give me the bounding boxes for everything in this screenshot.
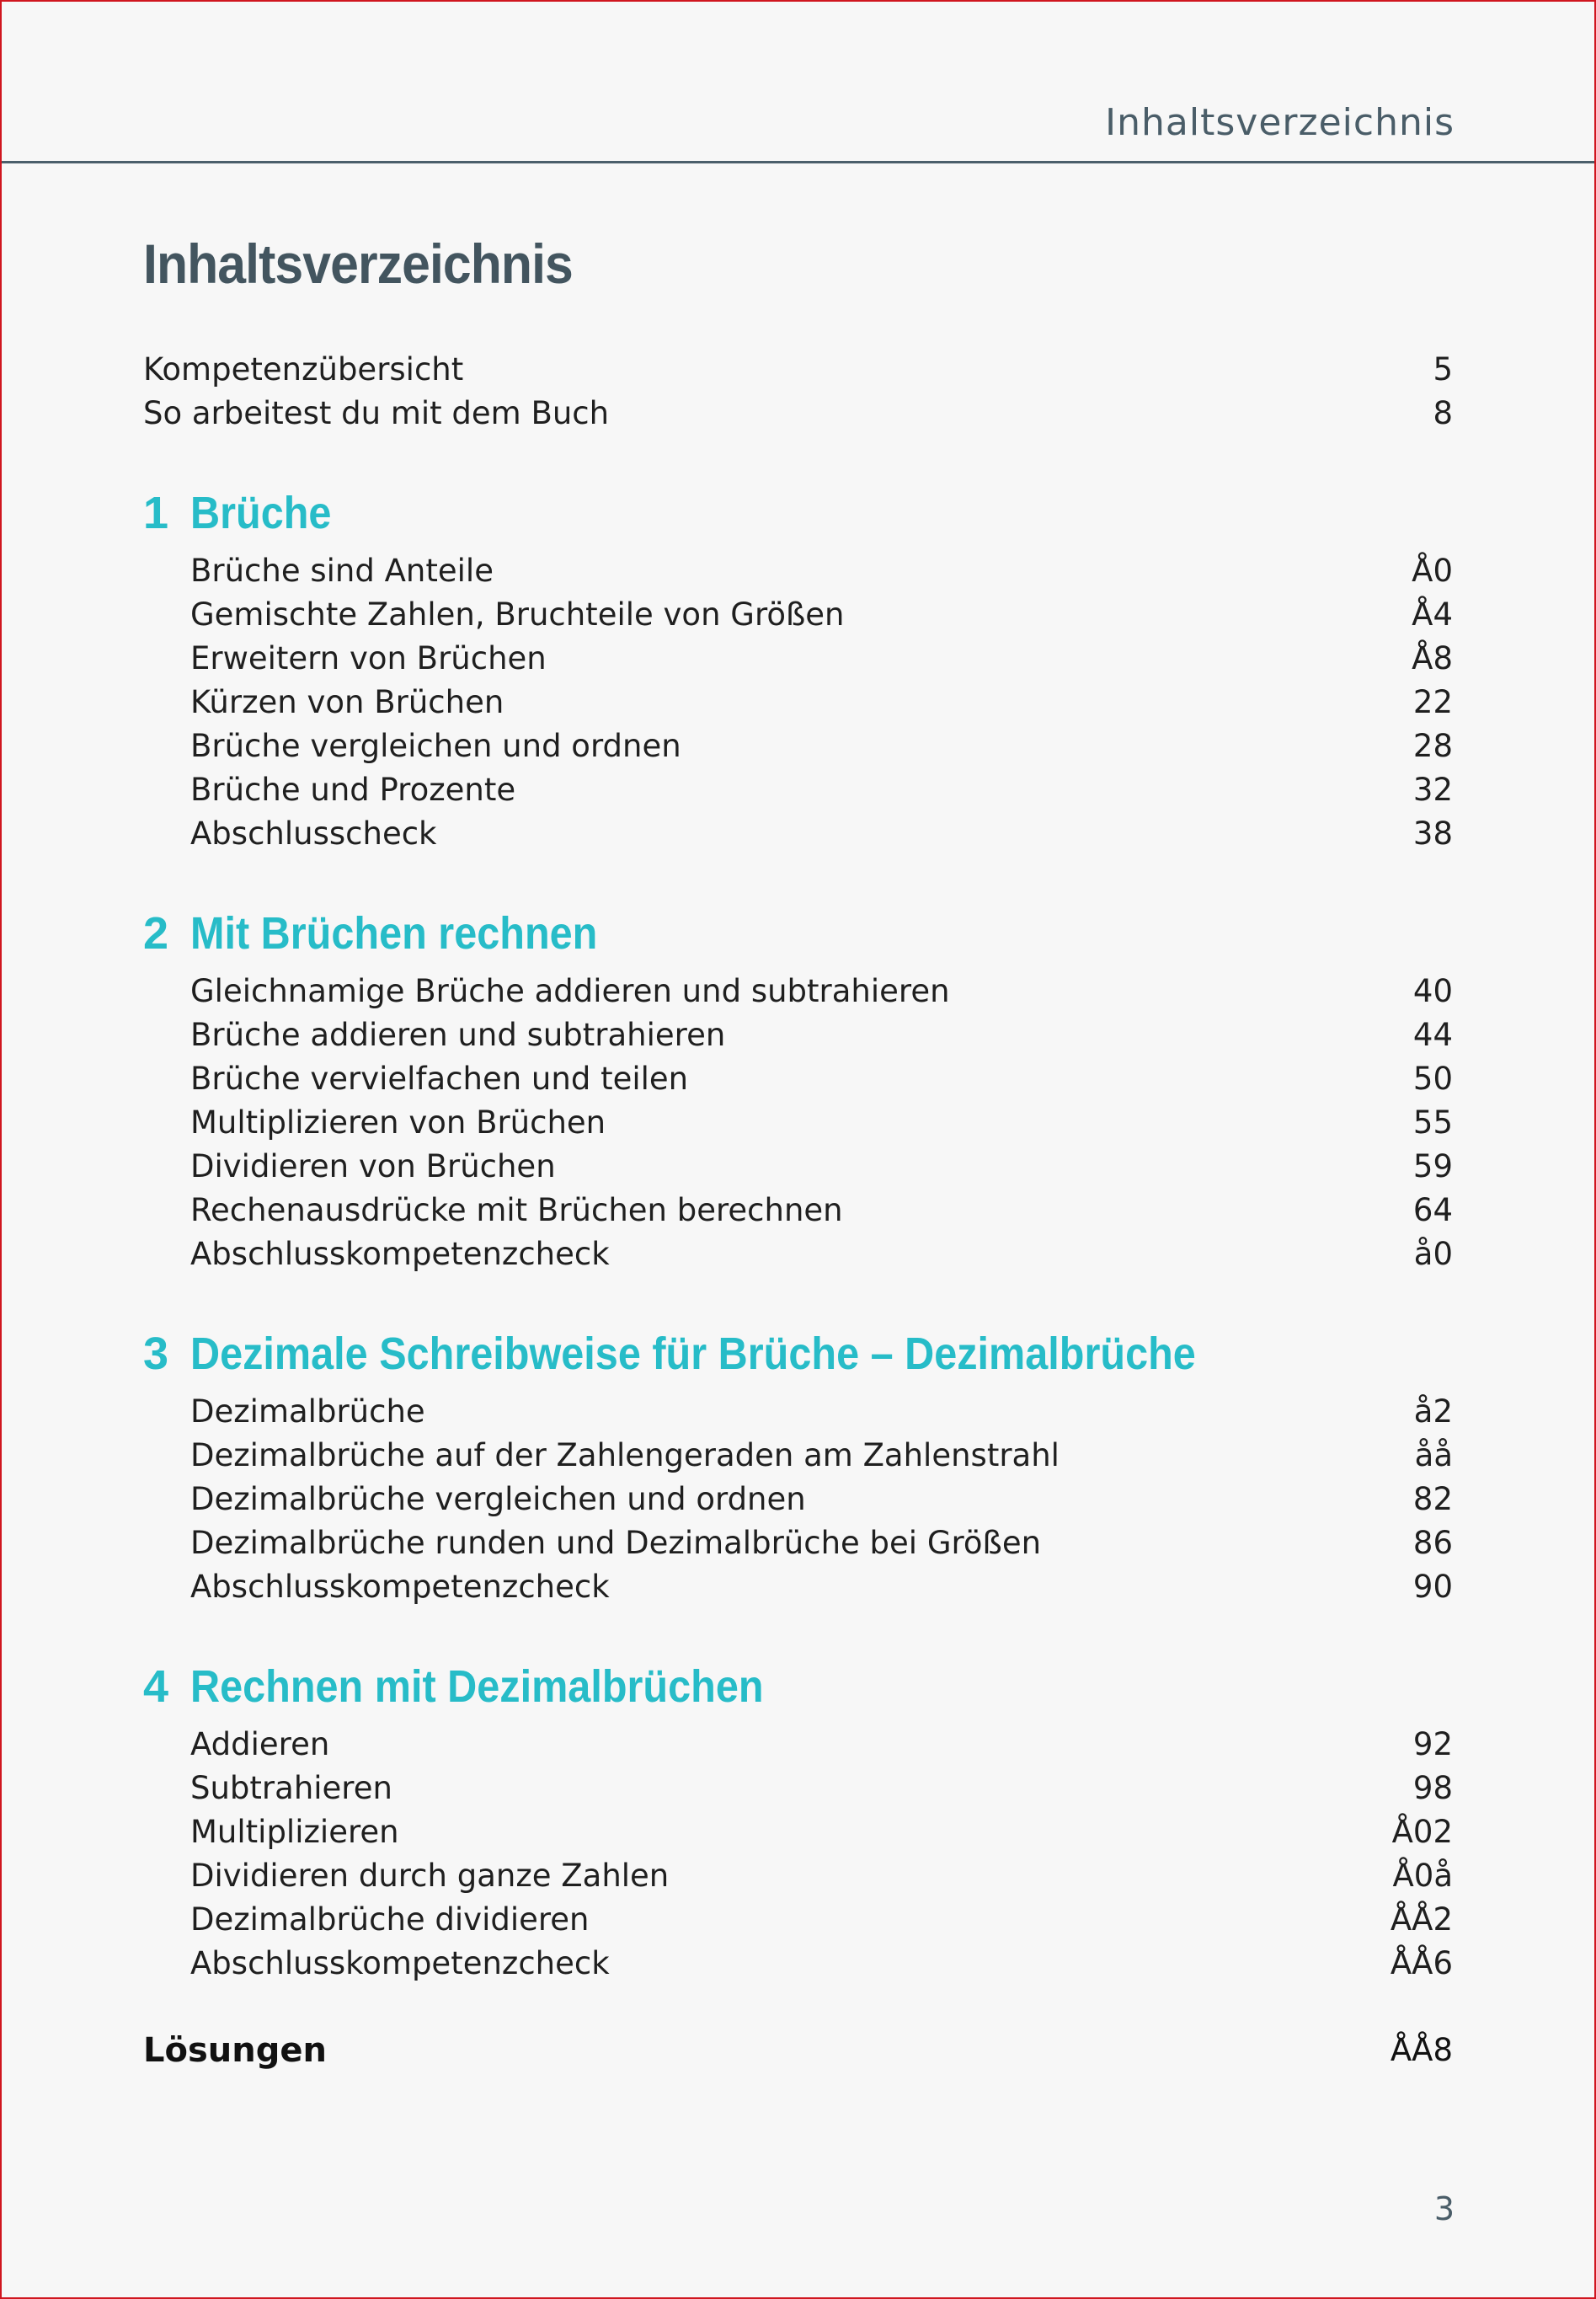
solutions-page: ÅÅ8: [1390, 2032, 1453, 2068]
toc-entry-page: å2: [1413, 1393, 1453, 1430]
chapter-number: 2: [143, 908, 169, 959]
toc-entry-page: 59: [1412, 1148, 1453, 1184]
toc-entry-page: 22: [1412, 684, 1453, 720]
toc-entry[interactable]: [143, 593, 1453, 637]
chapter-number: 3: [143, 1329, 169, 1379]
toc-entry-page: å0: [1413, 1236, 1453, 1272]
toc-entry-label: Abschlusskompetenzcheck: [190, 1945, 610, 1981]
toc-entry-label: So arbeitest du mit dem Buch: [143, 395, 610, 431]
toc-entry[interactable]: [143, 1898, 1453, 1942]
toc-entry-page: 32: [1412, 772, 1453, 808]
toc-entry-page: 86: [1412, 1525, 1453, 1561]
toc-entry[interactable]: [143, 1101, 1453, 1145]
toc-entry-label: Brüche vervielfachen und teilen: [190, 1061, 689, 1097]
toc-entry-page: 44: [1412, 1017, 1453, 1053]
toc-entry[interactable]: [143, 1478, 1453, 1521]
toc-entry[interactable]: [143, 1145, 1453, 1189]
toc-entry[interactable]: [143, 1013, 1453, 1057]
toc-entry-label: Dividieren von Brüchen: [190, 1148, 556, 1184]
chapter-number: 4: [143, 1661, 169, 1712]
toc-entry-label: Brüche und Prozente: [190, 772, 516, 808]
toc-entry-page: 5: [1433, 351, 1453, 388]
toc-entry-label: Brüche sind Anteile: [190, 553, 494, 589]
toc-entry[interactable]: [143, 812, 1453, 856]
toc-entry[interactable]: [143, 1521, 1453, 1565]
toc-entry[interactable]: [143, 1390, 1453, 1434]
toc-entry[interactable]: [143, 1057, 1453, 1101]
toc-entry[interactable]: [143, 1565, 1453, 1609]
toc-entry[interactable]: [143, 1434, 1453, 1478]
solutions-label: Lösungen: [143, 2031, 327, 2070]
toc-entry[interactable]: [143, 348, 1453, 392]
toc-entry-page: 50: [1412, 1061, 1453, 1097]
chapter-title: Brüche: [190, 488, 332, 538]
toc-entry-label: Addieren: [190, 1726, 330, 1762]
toc-entry-page: åå: [1414, 1437, 1453, 1473]
toc-entry[interactable]: [143, 1232, 1453, 1276]
toc-entry-label: Dezimalbrüche dividieren: [190, 1901, 590, 1938]
toc-entry-page: 90: [1412, 1569, 1453, 1605]
toc-entry-label: Gemischte Zahlen, Bruchteile von Größen: [190, 596, 845, 633]
toc-entry-page: 92: [1412, 1726, 1453, 1762]
toc-entry-page: Å4: [1412, 596, 1453, 633]
toc-entry-page: Å02: [1391, 1814, 1453, 1850]
page-title: Inhaltsverzeichnis: [143, 233, 573, 295]
toc-entry-page: 38: [1412, 815, 1453, 852]
toc-entry-label: Dividieren durch ganze Zahlen: [190, 1858, 670, 1894]
toc-entry-page: ÅÅ6: [1390, 1945, 1453, 1981]
toc-entry[interactable]: [143, 549, 1453, 593]
toc-entry[interactable]: [143, 1942, 1453, 1986]
toc-entry-label: Multiplizieren von Brüchen: [190, 1104, 606, 1141]
toc-entry[interactable]: [143, 1810, 1453, 1854]
toc-entry-label: Abschlusskompetenzcheck: [190, 1569, 610, 1605]
toc-entry-label: Rechenausdrücke mit Brüchen berechnen: [190, 1192, 843, 1228]
toc-entry[interactable]: [143, 681, 1453, 724]
toc-entry-page: 82: [1412, 1481, 1453, 1517]
running-head: Inhaltsverzeichnis: [1105, 101, 1455, 144]
toc-entry[interactable]: [143, 1189, 1453, 1232]
chapter-number: 1: [143, 488, 169, 538]
toc-entry-label: Dezimalbrüche vergleichen und ordnen: [190, 1481, 806, 1517]
chapter-title: Rechnen mit Dezimalbrüchen: [190, 1661, 764, 1712]
toc-entry-page: 40: [1412, 973, 1453, 1009]
toc-entry[interactable]: [143, 1854, 1453, 1898]
toc-entry[interactable]: [143, 1723, 1453, 1767]
toc-entry-page: Å8: [1412, 640, 1453, 676]
toc-entry[interactable]: [143, 970, 1453, 1013]
toc-entry[interactable]: [143, 724, 1453, 768]
toc-entry[interactable]: [143, 768, 1453, 812]
toc-entry-label: Erweitern von Brüchen: [190, 640, 547, 676]
chapter-title: Dezimale Schreibweise für Brüche – Dezimalbrüche: [190, 1329, 1196, 1379]
toc-entry[interactable]: [143, 637, 1453, 681]
toc-entry-page: 28: [1412, 728, 1453, 764]
solutions-entry[interactable]: [143, 2025, 1453, 2076]
toc-entry-page: Å0å: [1392, 1858, 1453, 1894]
toc-entry[interactable]: [143, 1767, 1453, 1810]
toc-entry-label: Kürzen von Brüchen: [190, 684, 504, 720]
toc-entry-label: Dezimalbrüche runden und Dezimalbrüche bei Größen: [190, 1525, 1042, 1561]
header-rule: [2, 161, 1594, 163]
toc-entry-page: 8: [1433, 395, 1453, 431]
toc-entry-label: Kompetenzübersicht: [143, 351, 464, 388]
chapter-title: Mit Brüchen rechnen: [190, 908, 598, 959]
chapter-heading-1[interactable]: [143, 484, 1453, 543]
toc-entry[interactable]: [143, 392, 1453, 436]
page-number: 3: [1433, 2190, 1455, 2227]
toc-entry-label: Subtrahieren: [190, 1770, 392, 1806]
toc-entry-page: 55: [1412, 1104, 1453, 1141]
toc-entry-label: Gleichnamige Brüche addieren und subtrahieren: [190, 973, 950, 1009]
toc-entry-label: Brüche addieren und subtrahieren: [190, 1017, 726, 1053]
toc-entry-page: Å0: [1412, 553, 1453, 589]
toc-entry-page: 98: [1412, 1770, 1453, 1806]
toc-entry-page: ÅÅ2: [1390, 1901, 1453, 1938]
chapter-heading-3[interactable]: [143, 1324, 1453, 1383]
toc-entry-page: 64: [1412, 1192, 1453, 1228]
chapter-heading-2[interactable]: [143, 904, 1453, 963]
toc-entry-label: Dezimalbrüche auf der Zahlengeraden am Zahlenstrahl: [190, 1437, 1060, 1473]
toc-entry-label: Dezimalbrüche: [190, 1393, 425, 1430]
toc-entry-label: Brüche vergleichen und ordnen: [190, 728, 681, 764]
toc-entry-label: Multiplizieren: [190, 1814, 399, 1850]
toc-entry-label: Abschlusscheck: [190, 815, 437, 852]
toc-entry-label: Abschlusskompetenzcheck: [190, 1236, 610, 1272]
chapter-heading-4[interactable]: [143, 1657, 1453, 1716]
